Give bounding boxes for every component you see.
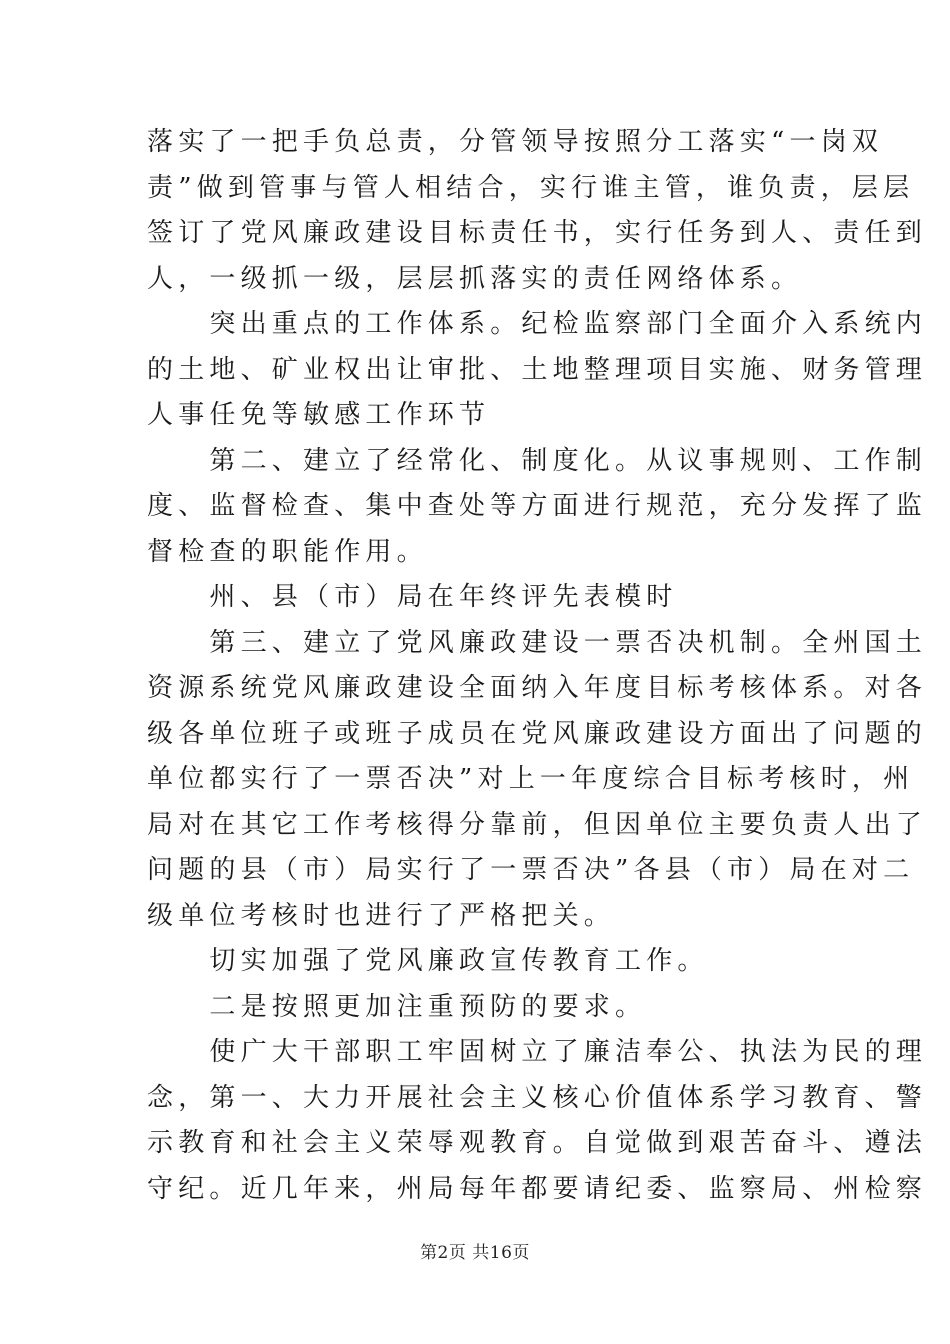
- text-line: 切实加强了党风廉政宣传教育工作。: [147, 946, 709, 976]
- text-line: 人事任免等敏感工作环节: [147, 400, 491, 430]
- text-line: 念，第一、大力开展社会主义核心价值体系学习教育、警: [147, 1082, 928, 1113]
- text-line: 级单位考核时也进行了严格把关。: [147, 900, 616, 931]
- page-number-footer: 第2页 共16页: [420, 1243, 530, 1263]
- text-line: 签订了党风廉政建设目标责任书，实行任务到人、责任到: [147, 218, 928, 248]
- text-line: 二是按照更加注重预防的要求。: [147, 991, 647, 1022]
- text-line: 单位都实行了一票否决”对上一年度综合目标考核时，州: [147, 764, 915, 794]
- text-line: 第二、建立了经常化、制度化。从议事规则、工作制: [147, 445, 928, 476]
- text-line: 问题的县（市）局实行了一票否决”各县（市）局在对二: [147, 855, 915, 885]
- text-line: 守纪。近几年来，州局每年都要请纪委、监察局、州检察: [147, 1173, 928, 1204]
- text-line: 级各单位班子或班子成员在党风廉政建设方面出了问题的: [147, 718, 928, 749]
- document-body: [147, 120, 928, 1212]
- text-line: 责”做到管事与管人相结合，实行谁主管，谁负责，层层: [147, 172, 915, 203]
- text-line: 人，一级抓一级，层层抓落实的责任网络体系。: [147, 263, 803, 294]
- text-line: 落实了一把手负总责，分管领导按照分工落实“一岗双: [147, 127, 884, 157]
- text-line: 督检查的职能作用。: [147, 536, 428, 567]
- text-line: 州、县（市）局在年终评先表模时: [147, 582, 678, 612]
- text-line: 资源系统党风廉政建设全面纳入年度目标考核体系。对各: [147, 673, 928, 703]
- text-line: 度、监督检查、集中查处等方面进行规范，充分发挥了监: [147, 491, 928, 521]
- text-line: 使广大干部职工牢固树立了廉洁奉公、执法为民的理: [147, 1037, 928, 1067]
- text-line: 突出重点的工作体系。纪检监察部门全面介入系统内: [147, 309, 928, 339]
- text-line: 局对在其它工作考核得分靠前，但因单位主要负责人出了: [147, 809, 928, 840]
- text-line: 第三、建立了党风廉政建设一票否决机制。全州国土: [147, 627, 928, 658]
- text-line: 的土地、矿业权出让审批、土地整理项目实施、财务管理: [147, 354, 928, 385]
- text-line: 示教育和社会主义荣辱观教育。自觉做到艰苦奋斗、遵法: [147, 1128, 928, 1158]
